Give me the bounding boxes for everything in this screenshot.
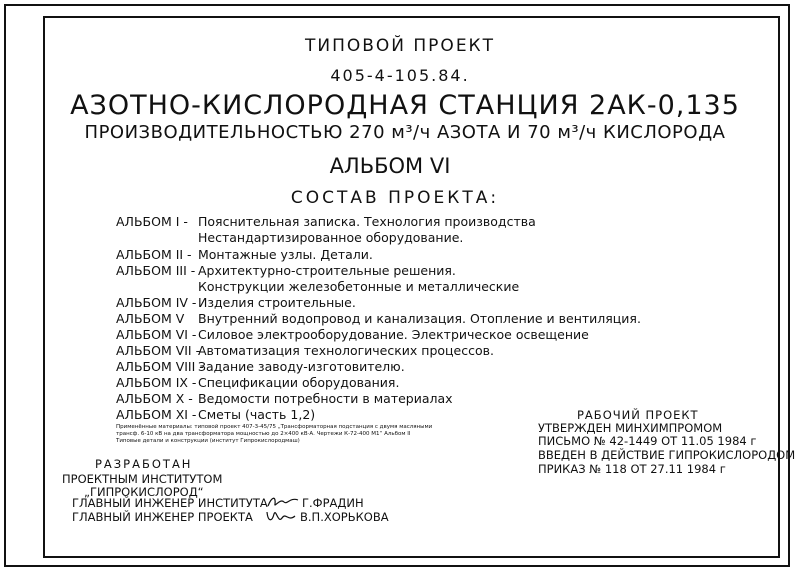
album-row [116, 393, 453, 406]
album-row [116, 297, 356, 310]
note-line: Применённые материалы: типовой проект 407-3-45/75 „Трансформаторная подстанция с двумя масляными [116, 424, 433, 430]
approval-letter: ПИСЬМО № 42-1449 ОТ 11.05 1984 г [538, 434, 757, 448]
chief-engineer-label: ГЛАВНЫЙ ИНЖЕНЕР ИНСТИТУТА [72, 496, 268, 510]
album-row [116, 361, 405, 374]
album-text: Спецификации оборудования. [198, 375, 400, 390]
enacted-by: ВВЕДЕН В ДЕЙСТВИЕ ГИПРОКИСЛОРОДОМ [538, 448, 796, 462]
developer-org: ПРОЕКТНЫМ ИНСТИТУТОМ [62, 472, 223, 486]
project-engineer-signature [264, 508, 298, 529]
album-text: Ведомости потребности в материалах [198, 391, 453, 406]
album-row [116, 329, 589, 342]
album-number: АЛЬБОМ VI [329, 154, 451, 178]
album-label: АЛЬБОМ X - [116, 391, 193, 406]
album-text: Монтажные узлы. Детали. [198, 247, 373, 262]
album-row [116, 377, 399, 390]
project-engineer-name: В.П.ХОРЬКОВА [300, 510, 389, 524]
album-row [116, 409, 315, 422]
album-text: Пояснительная записка. Технология производства [198, 214, 536, 229]
order-number: ПРИКАЗ № 118 ОТ 27.11 1984 г [538, 462, 726, 476]
album-label: АЛЬБОМ V [116, 311, 185, 326]
developer-org-name: „ГИПРОКИСЛОРОД“ [84, 485, 204, 499]
station-title: АЗОТНО-КИСЛОРОДНАЯ СТАНЦИЯ 2АК-0,135 [70, 90, 740, 121]
album-label: АЛЬБОМ VII - [116, 343, 201, 358]
album-text: Архитектурно-строительные решения. [198, 263, 456, 278]
developed-heading: РАЗРАБОТАН [95, 457, 193, 471]
composition-heading: СОСТАВ ПРОЕКТА: [290, 188, 500, 208]
project-code: 405-4-105.84. [330, 66, 470, 85]
album-label: АЛЬБОМ IX - [116, 375, 197, 390]
album-text: Автоматизация технологических процессов. [198, 343, 494, 358]
project-engineer-label: ГЛАВНЫЙ ИНЖЕНЕР ПРОЕКТА [72, 510, 253, 524]
album-label: АЛЬБОМ IV - [116, 295, 197, 310]
album-label: АЛЬБОМ VI - [116, 327, 197, 342]
album-label: АЛЬБОМ I - [116, 214, 188, 229]
album-text: Сметы (часть 1,2) [198, 407, 316, 422]
album-text: Изделия строительные. [198, 295, 356, 310]
note-line: Типовые детали и конструкции (институт Гипрокислородмаш) [116, 438, 300, 444]
album-row [116, 345, 494, 358]
chief-engineer-name: Г.ФРАДИН [302, 496, 364, 510]
album-continuation: Нестандартизированное оборудование. [198, 230, 464, 245]
project-type: ТИПОВОЙ ПРОЕКТ [304, 36, 496, 56]
album-text: Силовое электрооборудование. Электрическое освещение [198, 327, 589, 342]
album-row [116, 265, 456, 278]
album-row [116, 249, 373, 262]
note-line: трансф. 6-10 кВ на два трансформатора мощностью до 2×400 кВ·А. Чертежи К-72-400 М1“ Альбом II [116, 431, 411, 437]
album-label: АЛЬБОМ II - [116, 247, 192, 262]
working-project-heading: РАБОЧИЙ ПРОЕКТ [577, 408, 699, 422]
album-text: Внутренний водопровод и канализация. Отопление и вентиляция. [198, 311, 641, 326]
album-text: Задание заводу-изготовителю. [198, 359, 405, 374]
album-continuation: Конструкции железобетонные и металлические [198, 279, 520, 294]
album-label: АЛЬБОМ XI - [116, 407, 197, 422]
approved-by: УТВЕРЖДЕН МИНХИМПРОМОМ [538, 421, 723, 435]
album-row [116, 313, 641, 326]
capacity-line: ПРОИЗВОДИТЕЛЬНОСТЬЮ 270 м³/ч АЗОТА И 70 м³/ч КИСЛОРОДА [84, 122, 726, 143]
album-label: АЛЬБОМ III - [116, 263, 196, 278]
album-label: АЛЬБОМ VIII - [116, 359, 204, 374]
album-row [116, 216, 536, 229]
